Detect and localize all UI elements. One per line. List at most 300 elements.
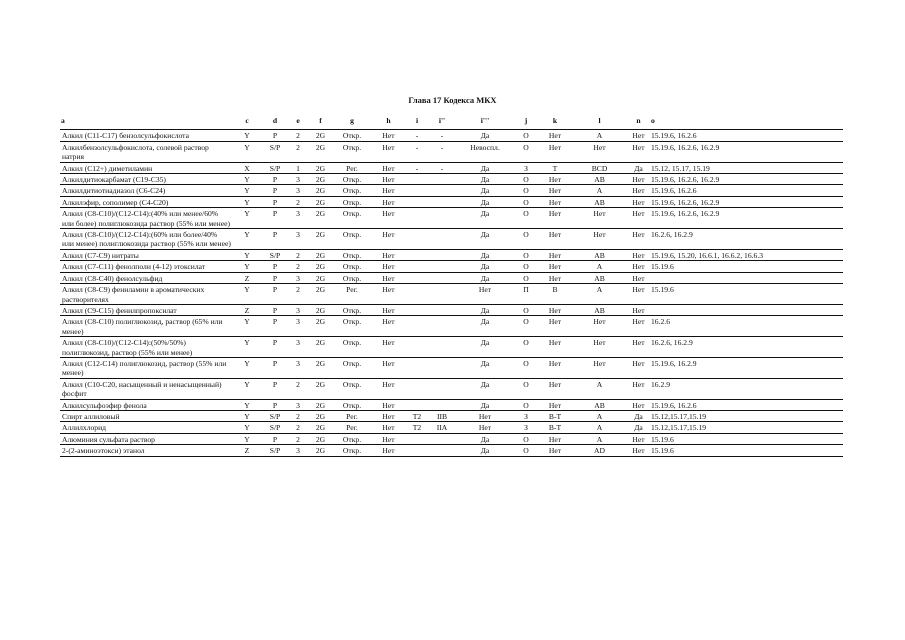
table-cell: P: [262, 357, 288, 378]
table-cell: -: [428, 162, 456, 173]
table-cell: Да: [456, 316, 514, 337]
table-cell: O: [514, 249, 538, 260]
table-cell: A: [572, 261, 627, 272]
table-cell: O: [514, 272, 538, 283]
table-cell: [406, 357, 428, 378]
table-cell: Алкил (С8-С10) полиглюкозид, раствор (65% или менее): [60, 316, 232, 337]
table-cell: P: [262, 284, 288, 305]
table-cell: AB: [572, 399, 627, 410]
table-cell: 2G: [308, 249, 333, 260]
table-cell: 3: [288, 337, 308, 358]
table-cell: 2G: [308, 130, 333, 141]
table-cell: В-Т: [538, 410, 572, 421]
table-cell: S/P: [262, 162, 288, 173]
table-cell: Откр.: [333, 399, 371, 410]
table-cell: [428, 316, 456, 337]
table-cell: Да: [456, 272, 514, 283]
table-cell: 2G: [308, 229, 333, 250]
table-cell: O: [514, 357, 538, 378]
table-cell: 2G: [308, 410, 333, 421]
table-cell: Нет: [538, 433, 572, 444]
table-cell: Алкил (С11-С17) бензолсульфокислота: [60, 130, 232, 141]
table-row: [60, 272, 843, 283]
table-cell: Откр.: [333, 272, 371, 283]
column-header: f: [308, 113, 333, 130]
table-cell: Откр.: [333, 249, 371, 260]
table-cell: Откр.: [333, 316, 371, 337]
table-cell: 2G: [308, 284, 333, 305]
table-row: [60, 141, 843, 162]
table-cell: Нет: [538, 130, 572, 141]
table-cell: 2G: [308, 378, 333, 399]
table-cell: Нет: [627, 433, 650, 444]
table-cell: Нет: [627, 337, 650, 358]
table-cell: Спирт аллиловый: [60, 410, 232, 421]
table-row: [60, 229, 843, 250]
table-cell: [406, 196, 428, 207]
column-header: l: [572, 113, 627, 130]
table-cell: [428, 337, 456, 358]
table-cell: Нет: [371, 249, 406, 260]
table-cell: Нет: [371, 162, 406, 173]
table-cell: 2G: [308, 316, 333, 337]
table-cell: 15.12,15.17,15.19: [650, 422, 843, 433]
column-header: d: [262, 113, 288, 130]
table-cell: Y: [232, 174, 262, 185]
table-cell: Нет: [371, 445, 406, 456]
table-cell: Нет: [627, 272, 650, 283]
table-cell: [428, 284, 456, 305]
table-cell: 15.19.6, 16.2.9: [650, 357, 843, 378]
table-row: [60, 357, 843, 378]
table-cell: [406, 304, 428, 315]
table-cell: З: [514, 410, 538, 421]
table-cell: Нет: [371, 410, 406, 421]
table-cell: O: [514, 130, 538, 141]
table-cell: В-Т: [538, 422, 572, 433]
table-cell: Нет: [627, 174, 650, 185]
table-cell: Да: [456, 185, 514, 196]
table-cell: 15.12, 15.17, 15.19: [650, 162, 843, 173]
table-cell: -: [406, 162, 428, 173]
table-cell: Откр.: [333, 433, 371, 444]
table-cell: -: [428, 141, 456, 162]
table-cell: Y: [232, 284, 262, 305]
table-cell: Откр.: [333, 130, 371, 141]
table-cell: [406, 272, 428, 283]
table-cell: Нет: [627, 284, 650, 305]
table-cell: 2: [288, 141, 308, 162]
table-cell: Алкил (С12+) диметиламин: [60, 162, 232, 173]
table-cell: 2G: [308, 208, 333, 229]
table-cell: Нет: [627, 304, 650, 315]
table-cell: AB: [572, 196, 627, 207]
table-row: [60, 316, 843, 337]
table-cell: 15.19.6: [650, 261, 843, 272]
column-header: c: [232, 113, 262, 130]
table-cell: Y: [232, 141, 262, 162]
table-cell: P: [262, 261, 288, 272]
column-header: a: [60, 113, 232, 130]
table-cell: AB: [572, 249, 627, 260]
table-cell: A: [572, 185, 627, 196]
table-cell: O: [514, 378, 538, 399]
table-cell: A: [572, 422, 627, 433]
table-cell: Нет: [371, 130, 406, 141]
table-cell: Да: [456, 337, 514, 358]
table-cell: [406, 261, 428, 272]
table-cell: 15.19.6, 16.2.6, 16.2.9: [650, 174, 843, 185]
table-cell: [428, 196, 456, 207]
table-cell: BCD: [572, 162, 627, 173]
table-cell: Y: [232, 337, 262, 358]
table-cell: Т: [538, 162, 572, 173]
table-cell: 2G: [308, 174, 333, 185]
table-cell: Нет: [538, 249, 572, 260]
table-cell: Z: [232, 445, 262, 456]
table-cell: Алкилэфир, сополимер (С4-С20): [60, 196, 232, 207]
table-cell: Нет: [371, 185, 406, 196]
table-cell: Нет: [538, 141, 572, 162]
table-cell: Да: [456, 357, 514, 378]
column-header: h: [371, 113, 406, 130]
table-cell: Нет: [371, 433, 406, 444]
table-row: [60, 162, 843, 173]
table-cell: 15.19.6: [650, 433, 843, 444]
table-cell: Нет: [627, 399, 650, 410]
table-cell: [406, 378, 428, 399]
table-cell: Да: [627, 410, 650, 421]
table-cell: 15.19.6: [650, 284, 843, 305]
table-row: [60, 130, 843, 141]
table-cell: Откр.: [333, 229, 371, 250]
table-row: [60, 378, 843, 399]
column-header: i''': [456, 113, 514, 130]
table-cell: Алкилбензолсульфокислота, солевой раствор натрия: [60, 141, 232, 162]
table-row: [60, 208, 843, 229]
table-cell: 2G: [308, 162, 333, 173]
table-cell: -: [428, 130, 456, 141]
table-cell: Нет: [627, 185, 650, 196]
table-cell: Нет: [538, 174, 572, 185]
table-cell: Нет: [538, 316, 572, 337]
table-cell: [650, 304, 843, 315]
table-cell: Да: [456, 445, 514, 456]
table-cell: Нет: [572, 141, 627, 162]
table-cell: P: [262, 399, 288, 410]
table-cell: Да: [456, 433, 514, 444]
table-cell: S/P: [262, 141, 288, 162]
table-cell: Y: [232, 433, 262, 444]
table-cell: 15.12,15.17,15.19: [650, 410, 843, 421]
table-cell: Y: [232, 130, 262, 141]
table-cell: 2: [288, 410, 308, 421]
table-cell: Да: [456, 208, 514, 229]
table-cell: 16.2.6, 16.2.9: [650, 229, 843, 250]
table-row: [60, 433, 843, 444]
table-row: [60, 185, 843, 196]
table-cell: S/P: [262, 422, 288, 433]
table-cell: AB: [572, 272, 627, 283]
table-cell: [406, 445, 428, 456]
table-cell: Нет: [371, 304, 406, 315]
table-cell: Нет: [371, 284, 406, 305]
table-cell: Да: [456, 304, 514, 315]
table-cell: Нет: [456, 422, 514, 433]
table-cell: IIA: [428, 422, 456, 433]
table-cell: Нет: [371, 272, 406, 283]
table-cell: 1: [288, 162, 308, 173]
table-cell: Нет: [538, 337, 572, 358]
table-cell: Y: [232, 378, 262, 399]
table-cell: Y: [232, 185, 262, 196]
table-cell: AB: [572, 304, 627, 315]
table-cell: Алкилдитиокарбамат (С19-С35): [60, 174, 232, 185]
table-cell: A: [572, 378, 627, 399]
table-cell: Да: [456, 162, 514, 173]
table-cell: 2G: [308, 357, 333, 378]
table-cell: З: [514, 422, 538, 433]
table-cell: P: [262, 185, 288, 196]
table-cell: [428, 261, 456, 272]
table-cell: Рег.: [333, 162, 371, 173]
table-cell: 15.19.6, 16.2.6: [650, 399, 843, 410]
table-cell: T2: [406, 410, 428, 421]
table-cell: AB: [572, 174, 627, 185]
table-cell: [406, 337, 428, 358]
table-cell: 3: [288, 208, 308, 229]
table-cell: P: [262, 196, 288, 207]
table-cell: 3: [288, 316, 308, 337]
table-cell: Откр.: [333, 378, 371, 399]
table-cell: [406, 174, 428, 185]
table-cell: O: [514, 261, 538, 272]
table-cell: P: [262, 433, 288, 444]
table-cell: Нет: [371, 422, 406, 433]
table-cell: Да: [456, 261, 514, 272]
table-header-row: [60, 113, 843, 130]
table-cell: O: [514, 399, 538, 410]
table-cell: 2: [288, 130, 308, 141]
table-cell: Откр.: [333, 357, 371, 378]
table-cell: A: [572, 410, 627, 421]
table-cell: [428, 304, 456, 315]
table-cell: IIB: [428, 410, 456, 421]
table-cell: 3: [288, 399, 308, 410]
table-cell: P: [262, 229, 288, 250]
table-row: [60, 174, 843, 185]
table-cell: P: [262, 174, 288, 185]
table-cell: 16.2.9: [650, 378, 843, 399]
table-cell: Да: [456, 130, 514, 141]
table-cell: Нет: [538, 261, 572, 272]
table-cell: 2G: [308, 185, 333, 196]
table-cell: Откр.: [333, 174, 371, 185]
table-cell: [428, 272, 456, 283]
table-cell: Нет: [627, 261, 650, 272]
table-cell: 3: [288, 445, 308, 456]
table-cell: [428, 174, 456, 185]
table-cell: 2G: [308, 445, 333, 456]
table-cell: 2G: [308, 261, 333, 272]
table-cell: 2G: [308, 433, 333, 444]
table-cell: AD: [572, 445, 627, 456]
column-header: e: [288, 113, 308, 130]
table-cell: Нет: [371, 357, 406, 378]
table-cell: 2G: [308, 399, 333, 410]
table-cell: [428, 357, 456, 378]
table-cell: Y: [232, 399, 262, 410]
table-cell: [406, 284, 428, 305]
table-cell: Нет: [538, 399, 572, 410]
table-cell: [406, 316, 428, 337]
table-cell: O: [514, 208, 538, 229]
table-row: [60, 261, 843, 272]
table-cell: Откр.: [333, 208, 371, 229]
table-cell: 2G: [308, 272, 333, 283]
table-cell: Рег.: [333, 284, 371, 305]
table-cell: [428, 378, 456, 399]
table-cell: Алкил (С9-С15) фенилпропоксилат: [60, 304, 232, 315]
table-cell: Алкил (С8-С10)/(С12-С14):(60% или более/40% или менее) полиглюкозида раствор (55% или менее): [62, 230, 231, 249]
table-cell: Z: [232, 304, 262, 315]
table-row: [60, 410, 843, 421]
table-cell: Да: [456, 249, 514, 260]
table-cell: O: [514, 229, 538, 250]
table-cell: Y: [232, 422, 262, 433]
column-header: n: [627, 113, 650, 130]
table-cell: 15.19.6, 16.2.6, 16.2.9: [650, 196, 843, 207]
table-cell: Нет: [456, 284, 514, 305]
table-cell: A: [572, 284, 627, 305]
table-row: [60, 399, 843, 410]
table-cell: Нет: [538, 272, 572, 283]
table-cell: 15.19.6: [650, 445, 843, 456]
column-header: i'': [428, 113, 456, 130]
table-cell: Нет: [371, 141, 406, 162]
table-cell: Алкил (С7-С9) нитраты: [60, 249, 232, 260]
table-cell: Нет: [371, 316, 406, 337]
table-cell: 3: [288, 357, 308, 378]
table-cell: 16.2.6: [650, 316, 843, 337]
table-cell: [428, 249, 456, 260]
table-cell: Откр.: [333, 304, 371, 315]
table-cell: Нет: [371, 229, 406, 250]
table-cell: 15.19.6, 16.2.6: [650, 185, 843, 196]
table-cell: Y: [232, 316, 262, 337]
table-cell: P: [262, 378, 288, 399]
table-cell: Да: [456, 378, 514, 399]
table-cell: [650, 272, 843, 283]
table-cell: O: [514, 196, 538, 207]
column-header: k: [538, 113, 572, 130]
table-cell: -: [406, 141, 428, 162]
table-cell: [406, 433, 428, 444]
table-cell: 15.19.6, 16.2.6, 16.2.9: [650, 208, 843, 229]
table-cell: Откр.: [333, 196, 371, 207]
table-cell: Нет: [456, 410, 514, 421]
table-cell: 3: [288, 304, 308, 315]
table-cell: Нет: [572, 229, 627, 250]
table-cell: В: [538, 284, 572, 305]
table-cell: P: [262, 316, 288, 337]
table-cell: Нет: [371, 399, 406, 410]
table-cell: O: [514, 433, 538, 444]
table-cell: O: [514, 174, 538, 185]
table-cell: O: [514, 304, 538, 315]
table-cell: -: [406, 130, 428, 141]
table-cell: Откр.: [333, 445, 371, 456]
table-row: [60, 337, 843, 358]
table-cell: [406, 208, 428, 229]
table-cell: П: [514, 284, 538, 305]
table-cell: 15.19.6, 16.2.6, 16.2.9: [650, 141, 843, 162]
table-cell: Нет: [538, 304, 572, 315]
table-cell: 3: [288, 272, 308, 283]
table-cell: Нет: [371, 208, 406, 229]
table-cell: 15.19.6, 15.20, 16.6.1, 16.6.2, 16.6.3: [650, 249, 843, 260]
table-cell: Нет: [627, 316, 650, 337]
table-cell: Да: [456, 174, 514, 185]
table-cell: Да: [627, 422, 650, 433]
table-cell: Алкилсульфоэфир фенола: [60, 399, 232, 410]
table-cell: Нет: [371, 196, 406, 207]
table-cell: 2G: [308, 337, 333, 358]
table-cell: 2: [288, 378, 308, 399]
table-cell: 2G: [308, 141, 333, 162]
table-cell: Нет: [572, 357, 627, 378]
table-cell: O: [514, 445, 538, 456]
table-cell: [406, 399, 428, 410]
table-cell: P: [262, 130, 288, 141]
table-cell: Нет: [371, 261, 406, 272]
table-cell: Нет: [538, 357, 572, 378]
table-cell: Нет: [627, 208, 650, 229]
table-cell: Алкил (С12-С14) полиглюкозид, раствор (55% или менее): [60, 357, 232, 378]
table-row: [60, 422, 843, 433]
table-cell: [406, 185, 428, 196]
table-cell: [428, 185, 456, 196]
table-cell: 2-(2-аминоэтокси) этанол: [60, 445, 232, 456]
table-cell: Y: [232, 410, 262, 421]
column-header: i: [406, 113, 428, 130]
table-cell: Откр.: [333, 141, 371, 162]
table-cell: З: [514, 162, 538, 173]
table-cell: P: [262, 337, 288, 358]
table-cell: P: [262, 304, 288, 315]
table-cell: [406, 249, 428, 260]
table-cell: Z: [232, 272, 262, 283]
table-cell: Y: [232, 196, 262, 207]
table-cell: Невоспл.: [456, 141, 514, 162]
table-cell: Нет: [371, 378, 406, 399]
table-cell: 3: [288, 174, 308, 185]
table-cell: Нет: [627, 130, 650, 141]
table-cell: [428, 399, 456, 410]
table-cell: P: [262, 272, 288, 283]
table-cell: Откр.: [333, 337, 371, 358]
table-cell: 3: [288, 185, 308, 196]
table-row: [60, 196, 843, 207]
table-cell: 2: [288, 433, 308, 444]
table-cell: Рег.: [333, 422, 371, 433]
table-cell: Алкил (С8-С9) фениламин в ароматических растворителях: [60, 284, 232, 305]
table-cell: A: [572, 433, 627, 444]
table-row: [60, 249, 843, 260]
table-cell: Нет: [538, 378, 572, 399]
table-cell: Y: [232, 261, 262, 272]
table-cell: S/P: [262, 249, 288, 260]
